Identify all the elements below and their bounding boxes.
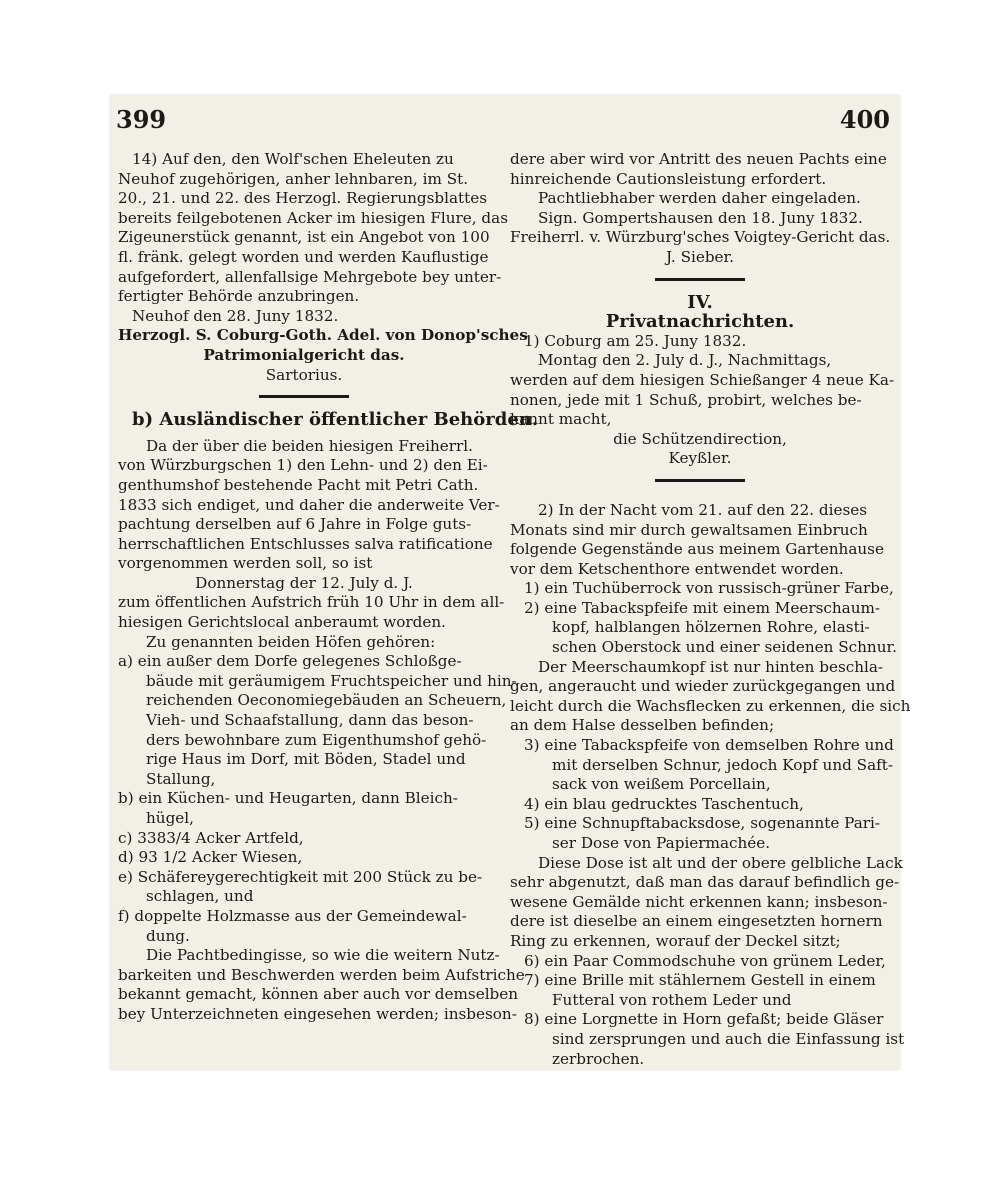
- right-text-line: dere aber wird vor Antritt des neuen Pachts eine: [510, 150, 887, 168]
- right-text-line: Futteral von rothem Leder und: [552, 990, 792, 1009]
- left-text-line: hiesigen Gerichtslocal anberaumt worden.: [118, 613, 446, 632]
- right-text-line: sehr abgenutzt, daß man das darauf befindlich ge-: [510, 873, 900, 892]
- right-separator: [655, 278, 745, 281]
- right-text-line: Freiherrl. v. Würzburg'sches Voigtey-Gericht das.: [510, 228, 891, 247]
- left-text-line: b) Ausländischer öffentlicher Behörden.: [132, 409, 539, 431]
- right-text-line: schen Oberstock und einer seidenen Schnur.: [552, 638, 897, 657]
- left-text-line: b) ein Küchen- und Heugarten, dann Bleich-: [118, 789, 458, 808]
- left-text-line: barkeiten und Beschwerden werden beim Aufstriche: [118, 965, 525, 984]
- right-text-line: Diese Dose ist alt und der obere gelbliche Lack: [538, 853, 903, 872]
- left-column: [118, 150, 539, 1025]
- left-text-line: dung.: [146, 926, 190, 945]
- left-text-line: Zu genannten beiden Höfen gehören:: [146, 632, 436, 651]
- right-text-line: nonen, jede mit 1 Schuß, probirt, welches be-: [510, 390, 862, 409]
- left-text-line: Stallung,: [146, 769, 216, 788]
- left-text-line: bereits feilgebotenen Acker im hiesigen Flure, das: [118, 208, 508, 227]
- right-text-line: an dem Halse desselben befinden;: [510, 716, 775, 735]
- right-text-line: dere ist dieselbe an einem eingesetzten hornern: [510, 912, 883, 931]
- right-text-line: Privatnachrichten.: [605, 311, 795, 333]
- right-text-line: kopf, halblangen hölzernen Rohre, elasti-: [552, 618, 870, 637]
- book-spread: [110, 95, 911, 1070]
- left-text-line: Sartorius.: [265, 365, 343, 384]
- right-text-line: Montag den 2. July d. J., Nachmittags,: [538, 351, 832, 370]
- left-text-line: ders bewohnbare zum Eigenthumshof gehö-: [146, 730, 487, 749]
- right-text-line: Ring zu erkennen, worauf der Deckel sitzt;: [510, 931, 841, 950]
- right-text-line: IV.: [687, 291, 713, 313]
- left-text-line: herrschaftlichen Entschlusses salva ratificatione: [118, 534, 493, 553]
- left-text-line: fl. fränk. gelegt worden und werden Kauflustige: [118, 247, 489, 266]
- right-spacer: [510, 494, 890, 501]
- right-separator: [655, 479, 745, 482]
- right-text-line: sack von weißem Porcellain,: [552, 775, 771, 794]
- right-text-line: 1) ein Tuchüberrock von russisch-grüner Farbe,: [524, 579, 894, 598]
- right-text-line: Sign. Gompertshausen den 18. Juny 1832.: [538, 208, 863, 227]
- right-text-line: 2) eine Tabackspfeife mit einem Meerschaum-: [524, 598, 881, 617]
- right-text-line: die Schützendirection,: [613, 429, 787, 448]
- left-separator: [259, 395, 349, 398]
- left-text-line: bey Unterzeichneten eingesehen werden; insbeson-: [118, 1004, 517, 1023]
- right-text-line: ser Dose von Papiermachée.: [552, 834, 771, 852]
- right-text-line: folgende Gegenstände aus meinem Gartenhause: [510, 540, 884, 559]
- right-text-line: 6) ein Paar Commodschuhe von grünem Leder,: [524, 951, 886, 970]
- right-text-line: sind zersprungen und auch die Einfassung ist: [552, 1029, 905, 1048]
- left-text-line: pachtung derselben auf 6 Jahre in Folge guts-: [118, 515, 472, 534]
- right-text-line: 5) eine Schnupftabacksdose, sogenannte Pari-: [524, 814, 881, 833]
- right-text-line: 7) eine Brille mit stählernem Gestell in einem: [524, 971, 876, 990]
- right-text-line: zerbrochen.: [552, 1049, 645, 1068]
- right-text-line: Der Meerschaumkopf ist nur hinten beschla-: [538, 657, 884, 676]
- left-spacer: [118, 430, 490, 437]
- right-text-line: mit derselben Schnur, jedoch Kopf und Saft-: [552, 755, 893, 774]
- right-text-line: kannt macht,: [510, 410, 612, 429]
- right-text-line: Monats sind mir durch gewaltsamen Einbruch: [510, 520, 868, 539]
- left-text-line: c) 3383/4 Acker Artfeld,: [118, 828, 304, 847]
- left-text-line: bäude mit geräumigem Fruchtspeicher und hin-: [146, 671, 517, 690]
- right-text-line: vor dem Ketschenthore entwendet worden.: [510, 559, 844, 578]
- left-text-line: Herzogl. S. Coburg-Goth. Adel. von Donop'sches: [118, 326, 528, 345]
- right-page-number: 400: [839, 105, 890, 134]
- right-text-line: 4) ein blau gedrucktes Taschentuch,: [524, 794, 804, 813]
- left-text-line: Neuhof zugehörigen, anher lehnbaren, im St.: [118, 169, 469, 188]
- left-text-line: reichenden Oeconomiegebäuden an Scheuern,: [146, 691, 507, 710]
- left-text-line: e) Schäfereygerechtigkeit mit 200 Stück zu be-: [118, 867, 483, 886]
- left-text-line: hügel,: [146, 809, 194, 827]
- left-text-line: Die Pachtbedingisse, so wie die weitern Nutz-: [146, 946, 500, 965]
- left-text-line: genthumshof bestehende Pacht mit Petri Cath.: [118, 475, 479, 494]
- right-column: [510, 150, 911, 1069]
- right-text-line: Pachtliebhaber werden daher eingeladen.: [538, 189, 861, 208]
- right-text-line: leicht durch die Wachsflecken zu erkennen, die sich: [510, 696, 911, 715]
- left-text-line: a) ein außer dem Dorfe gelegenes Schloßge-: [118, 652, 462, 671]
- right-text-line: hinreichende Cautionsleistung erfordert.: [510, 169, 827, 188]
- left-text-line: aufgefordert, allenfallsige Mehrgebote bey unter-: [118, 267, 502, 286]
- right-text-line: werden auf dem hiesigen Schießanger 4 neue Ka-: [510, 370, 895, 389]
- right-text-line: gen, angeraucht und wieder zurückgegangen und: [510, 677, 896, 696]
- left-page-number: 399: [116, 105, 167, 134]
- right-text-line: 1) Coburg am 25. Juny 1832.: [524, 331, 747, 350]
- left-text-line: d) 93 1/2 Acker Wiesen,: [118, 848, 303, 867]
- right-text-line: 2) In der Nacht vom 21. auf den 22. dieses: [538, 500, 868, 519]
- left-text-line: zum öffentlichen Aufstrich früh 10 Uhr in dem all-: [118, 593, 505, 612]
- left-text-line: bekannt gemacht, können aber auch vor demselben: [118, 985, 519, 1004]
- left-text-line: Patrimonialgericht das.: [203, 345, 405, 364]
- left-text-line: Vieh- und Schaafstallung, dann das beson-: [146, 711, 474, 730]
- left-text-line: fertigter Behörde anzubringen.: [118, 287, 360, 306]
- left-text-line: Neuhof den 28. Juny 1832.: [132, 306, 339, 325]
- left-text-line: vorgenommen werden soll, so ist: [118, 554, 373, 573]
- left-text-line: von Würzburgschen 1) den Lehn- und 2) den Ei-: [118, 456, 488, 475]
- left-text-line: 20., 21. und 22. des Herzogl. Regierungsblattes: [118, 189, 488, 208]
- right-text-line: J. Sieber.: [666, 247, 734, 266]
- left-text-line: 1833 sich endiget, und daher die anderweite Ver-: [118, 495, 500, 514]
- left-text-line: 14) Auf den, den Wolf'schen Eheleuten zu: [132, 150, 454, 168]
- left-text-line: f) doppelte Holzmasse aus der Gemeindewal-: [118, 906, 467, 925]
- left-text-line: Da der über die beiden hiesigen Freiherrl.: [146, 436, 473, 455]
- left-text-line: schlagen, und: [146, 887, 254, 906]
- right-text-line: Keyßler.: [668, 449, 732, 468]
- left-text-line: rige Haus im Dorf, mit Böden, Stadel und: [146, 750, 466, 769]
- right-text-line: wesene Gemälde nicht erkennen kann; insbeson-: [510, 892, 888, 911]
- left-text-line: Zigeunerstück genannt, ist ein Angebot von 100: [118, 228, 490, 247]
- right-text-line: 3) eine Tabackspfeife von demselben Rohre und: [524, 736, 894, 755]
- right-text-line: 8) eine Lorgnette in Horn gefaßt; beide Gläser: [524, 1010, 884, 1029]
- left-text-line: Donnerstag der 12. July d. J.: [195, 573, 413, 592]
